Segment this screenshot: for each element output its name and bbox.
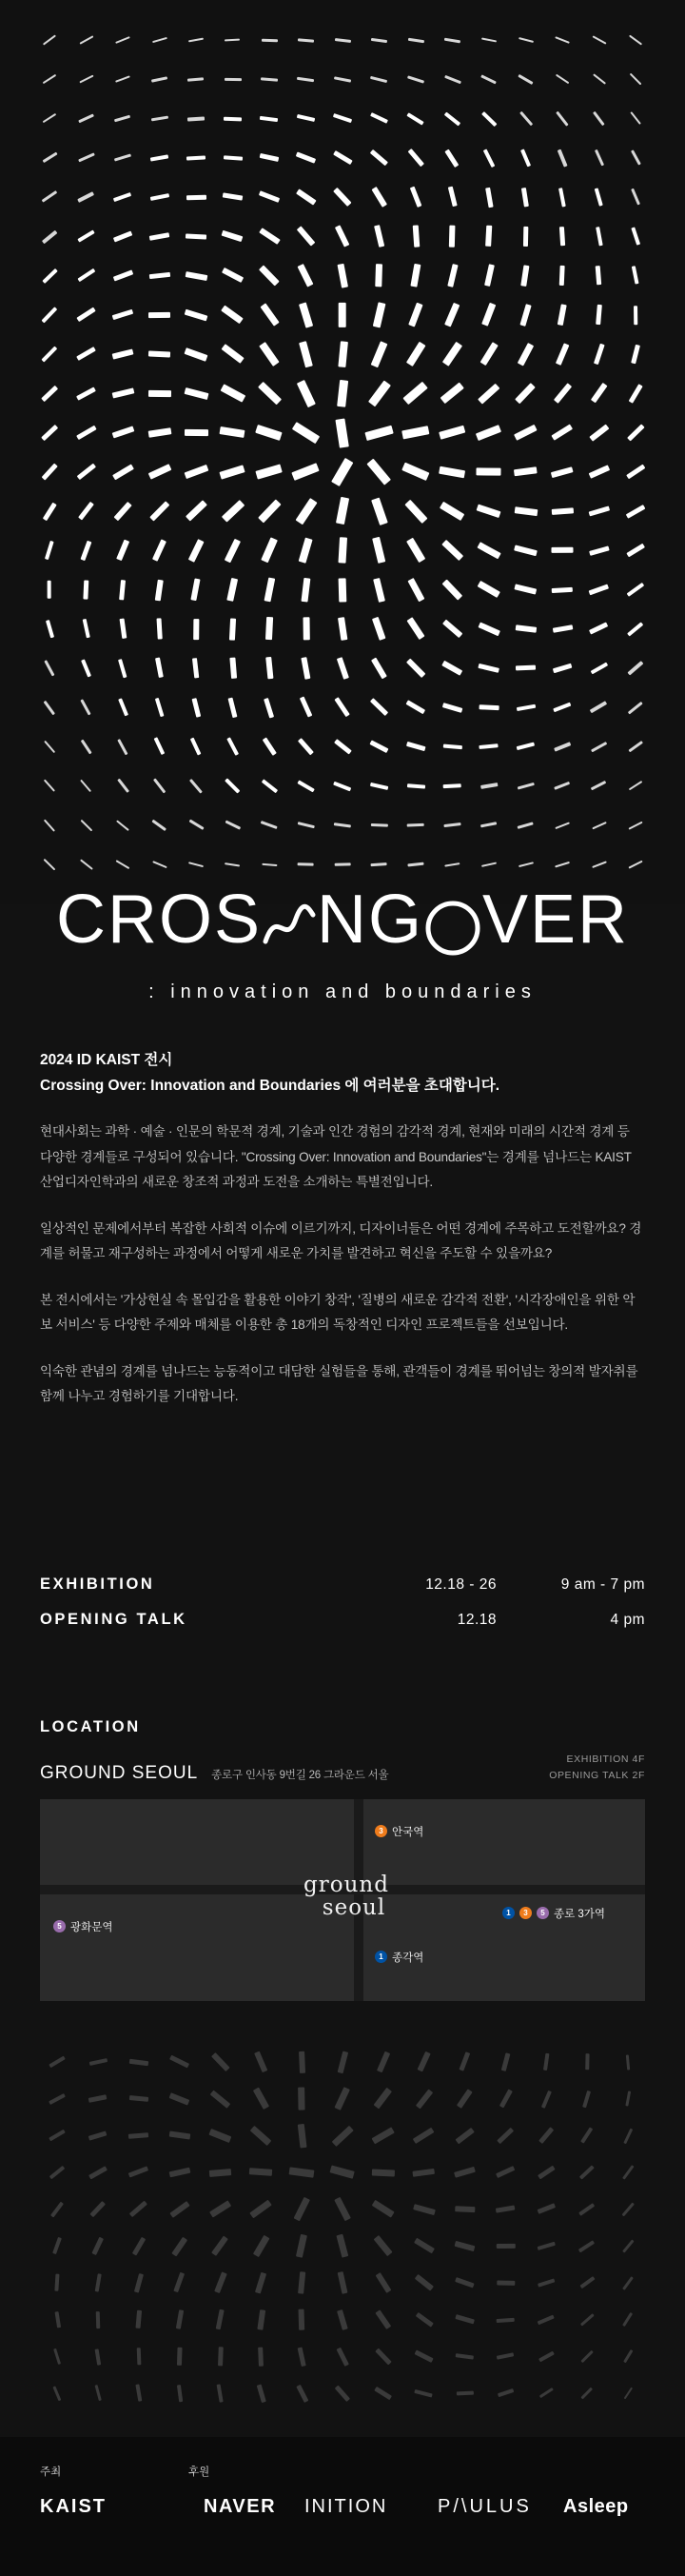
page-title [0,882,685,961]
footer-logos [0,2496,685,2534]
floor-note [549,1752,645,1784]
schedule-label: EXHIBITION [40,1575,155,1593]
schedule-date: 12.18 [457,1612,497,1628]
hero-dash-pattern [0,0,685,904]
logo-kaist: KAIST [40,2496,107,2517]
map-station-jonggak [375,1950,423,1965]
logo-inition: INITION [304,2496,388,2517]
schedule-date: 12.18 - 26 [425,1576,497,1593]
floor-note-line-1: EXHIBITION 4F [566,1754,645,1765]
schedule-row [40,1575,645,1594]
logo-paulus: P/\ULUS [438,2496,532,2517]
schedule-block [40,1575,645,1646]
schedule-row [40,1611,645,1629]
line-3-icon: 3 [519,1907,532,1919]
title-part-1: CROS [55,882,262,958]
paragraph-4: 익숙한 관념의 경계를 넘나드는 능동적이고 대담한 실험들을 통해, 관객들이 경계를 뛰어넘는 창의적 발자취를 함께 나누고 경험하기를 기대합니다. [40,1363,638,1404]
map-block [363,1799,645,1885]
paragraph-2: 일상적인 문제에서부터 복잡한 사회적 이슈에 이르기까지, 디자이너들은 어떤 경계에 주목하고 도전할까요? 경계를 허물고 재구성하는 과정에서 어떻게 새로운 가치를 발견하고 혁신을 주도할 수 있을까요? [40,1220,642,1261]
location-map[interactable] [40,1799,645,2001]
logo-asleep: Asleep [563,2496,629,2517]
venue-group [40,1763,388,1784]
sponsor-label: 후원 [188,2467,210,2478]
location-block [40,1718,645,2001]
venue-name: GROUND SEOUL [40,1762,199,1783]
location-heading: LOCATION [40,1718,141,1735]
map-station-anguk [375,1824,423,1839]
station-label: 종로 3가역 [554,1908,606,1920]
schedule-time: 4 pm [610,1612,645,1628]
lead-line-1: 2024 ID KAIST 전시 [40,1052,173,1068]
schedule-time: 9 am - 7 pm [560,1576,645,1593]
venue-address: 종로구 인사동 9번길 26 그라운드 서울 [211,1769,389,1781]
ground-logo-line-2: seoul [322,1894,386,1920]
lead-paragraph [40,1047,645,1099]
body-copy [40,1047,645,1431]
ground-logo-line-1: ground [303,1872,389,1897]
line-1-icon: 1 [502,1907,515,1919]
title-lockup [0,882,685,1003]
line-5-icon: 5 [53,1920,66,1932]
lower-dash-pattern [0,2028,685,2427]
lead-line-2: Crossing Over: Innovation and Boundaries 에 여러분을 초대합니다. [40,1078,500,1095]
station-label: 종각역 [392,1952,424,1964]
line-1-icon: 1 [375,1951,387,1963]
title-part-3: VER [481,882,630,958]
wave-glyph-icon [262,888,317,961]
station-label: 광화문역 [70,1921,113,1933]
map-station-gwanghwamun [53,1919,112,1934]
logo-naver: NAVER [204,2496,277,2517]
line-3-icon: 3 [375,1825,387,1837]
schedule-label: OPENING TALK [40,1611,187,1628]
station-label: 안국역 [392,1826,424,1838]
map-station-jongno3ga [502,1906,605,1921]
line-5-icon: 5 [537,1907,549,1919]
title-part-2: NG [316,882,423,958]
footer [0,2437,685,2576]
paragraph-3: 본 전시에서는 '가상현실 속 몰입감을 활용한 이야기 창작', '질병의 새로운 감각적 전환', '시각장애인을 위한 악보 서비스' 등 다양한 주제와 매체를 이용한 총 18개의 독창적인 디자인 프로젝트들을 선보입니다. [40,1292,636,1333]
o-circle-icon [423,887,482,961]
page-subtitle: : innovation and boundaries [148,981,537,1003]
ground-seoul-logo [261,1873,432,1919]
host-label: 주최 [40,2467,62,2478]
paragraph-1: 현대사회는 과학 · 예술 · 인문의 학문적 경계, 기술과 인간 경험의 감각적 경계, 현재와 미래의 시간적 경계 등 다양한 경계들로 구성되어 있습니다. "Crossing Over: Innovation and Boundaries"는 경계를 넘나드는 KAIST 산업디자인학과의 새로운 창조적 과정과 도전을 소개하는 특별전입니다. [40,1124,632,1190]
floor-note-line-2: OPENING TALK 2F [549,1769,645,1781]
location-venue-line [40,1752,645,1784]
